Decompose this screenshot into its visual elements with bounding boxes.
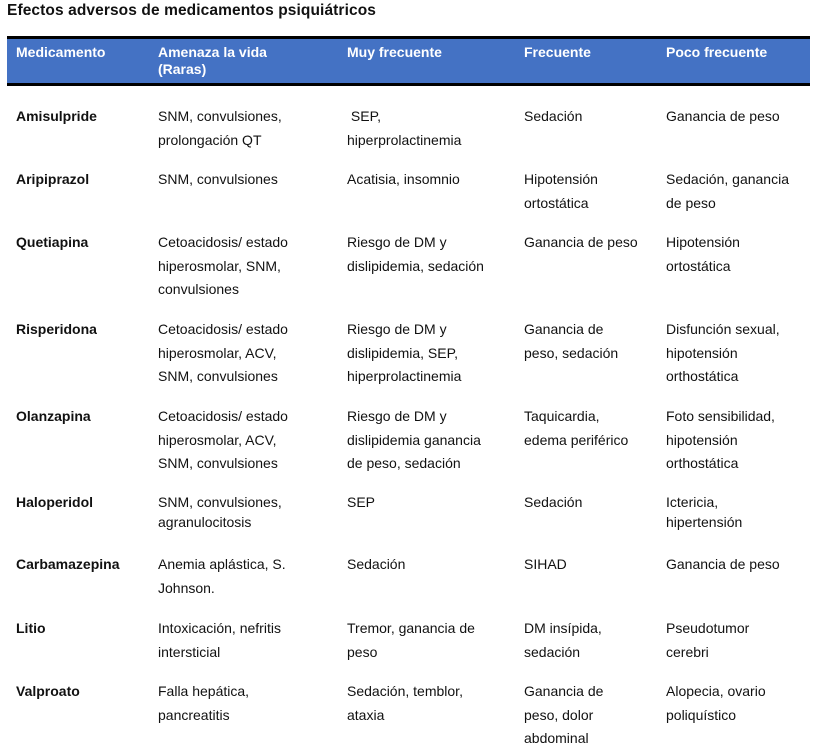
table-cell: SNM, convulsiones, prolongación QT	[158, 108, 282, 148]
table-cell: Tremor, ganancia de peso	[347, 620, 475, 660]
table-cell: Cetoacidosis/ estado hiperosmolar, SNM, convulsiones	[158, 234, 288, 297]
table-cell: Pseudotumor cerebri	[666, 620, 750, 660]
table-cell: SNM, convulsiones, agranulocitosis	[158, 494, 282, 530]
table-cell: Taquicardia, edema periférico	[524, 408, 629, 448]
medication-name: Amisulpride	[16, 108, 97, 124]
table-cell: Hipotensión ortostática	[524, 171, 598, 211]
table-cell: SEP	[347, 494, 376, 510]
column-header-frecuente: Frecuente	[524, 44, 591, 60]
table-cell: Sedación	[524, 108, 583, 124]
table-cell: Riesgo de DM y dislipidemia, sedación	[347, 234, 484, 274]
table-cell: Ganancia de peso	[666, 108, 780, 124]
column-header-muy-frecuente: Muy frecuente	[347, 44, 442, 60]
table-cell: SIHAD	[524, 556, 567, 572]
medication-name: Aripiprazol	[16, 171, 90, 187]
table-cell: SNM, convulsiones	[158, 171, 278, 187]
table-cell: Foto sensibilidad, hipotensión orthostática	[666, 408, 775, 471]
medication-name: Litio	[16, 620, 46, 636]
medication-name: Olanzapina	[16, 408, 91, 424]
column-header-poco-frecuente: Poco frecuente	[666, 44, 768, 60]
table-cell: Ictericia, hipertensión	[666, 494, 743, 530]
table-cell: Sedación	[524, 494, 583, 510]
table-cell: Anemia aplástica, S. Johnson.	[158, 556, 286, 596]
column-header-medicamento: Medicamento	[16, 44, 106, 60]
table-cell: Intoxicación, nefritis intersticial	[158, 620, 281, 660]
table-cell: Riesgo de DM y dislipidemia, SEP, hiperprolactinemia	[347, 321, 462, 384]
table-cell: Hipotensión ortostática	[666, 234, 740, 274]
table-cell: SEP, hiperprolactinemia	[347, 108, 462, 148]
table-cell: Ganancia de peso, dolor abdominal	[524, 683, 604, 746]
table-cell: Riesgo de DM y dislipidemia ganancia de peso, sedación	[347, 408, 481, 471]
table-cell: Sedación	[347, 556, 406, 572]
medication-name: Risperidona	[16, 321, 97, 337]
table-cell: Sedación, ganancia de peso	[666, 171, 789, 211]
table-cell: Cetoacidosis/ estado hiperosmolar, ACV, SNM, convulsiones	[158, 321, 288, 384]
table-cell: Ganancia de peso	[666, 556, 780, 572]
table-cell: Ganancia de peso	[524, 234, 638, 250]
medication-name: Quetiapina	[16, 234, 89, 250]
table-cell: Disfunción sexual, hipotensión orthostática	[666, 321, 780, 384]
medication-name: Carbamazepina	[16, 556, 120, 572]
table-cell: Ganancia de peso, sedación	[524, 321, 619, 361]
table-cell: Falla hepática, pancreatitis	[158, 683, 250, 723]
table-header	[7, 36, 810, 86]
table-cell: Alopecia, ovario poliquístico	[666, 683, 766, 723]
document-title: Efectos adversos de medicamentos psiquiátricos	[7, 2, 376, 19]
table-cell: DM insípida, sedación	[524, 620, 602, 660]
table-cell: Acatisia, insomnio	[347, 171, 460, 187]
table-cell: Sedación, temblor, ataxia	[347, 683, 463, 723]
medication-name: Valproato	[16, 683, 80, 699]
medication-name: Haloperidol	[16, 494, 94, 510]
column-header-amenaza-la-vida: Amenaza la vida (Raras)	[158, 44, 267, 77]
table-cell: Cetoacidosis/ estado hiperosmolar, ACV, SNM, convulsiones	[158, 408, 288, 471]
